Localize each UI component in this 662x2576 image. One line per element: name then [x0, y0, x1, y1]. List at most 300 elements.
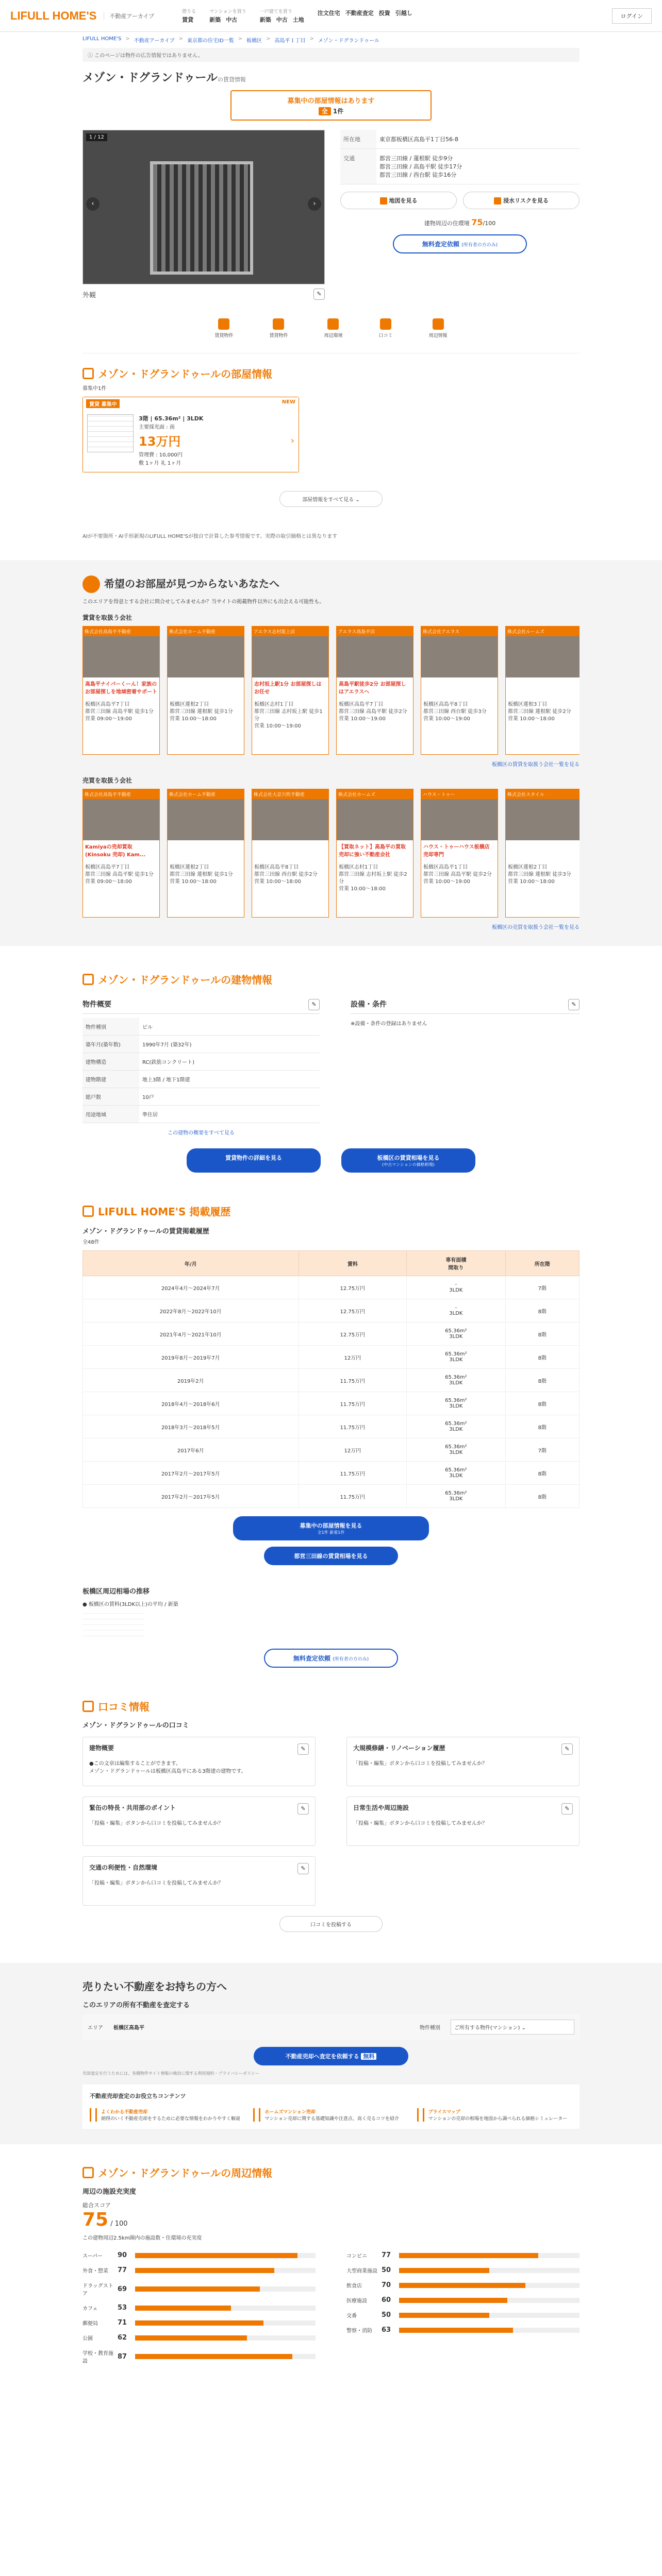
trend-heading: 板橋区周辺相場の推移 [82, 1588, 150, 1596]
tip-item[interactable] [90, 2108, 245, 2122]
rent-company-cards [82, 626, 580, 755]
rent-category: 賃貸を取扱う会社 [82, 614, 133, 622]
review-card [346, 1737, 580, 1786]
photo-caption: 外観 [82, 291, 96, 299]
history-cell: 65.36m² 3LDK [407, 1438, 505, 1462]
shortcut-3[interactable] [379, 318, 393, 338]
facility-bar [82, 2319, 316, 2327]
sell-note: 売却査定を行うためには、各種物件サイト情報の検討に関する利用規約・プライバシーポリシー [82, 2071, 260, 2076]
main-photo[interactable] [82, 130, 325, 284]
post-review-label: 口コミを投稿する [310, 1922, 352, 1928]
facility-score: 53 [118, 2304, 127, 2312]
building-value: RC(鉄筋コンクリート) [139, 1053, 320, 1071]
review-cards [82, 1737, 580, 1906]
type-label: 物件種別 [420, 2025, 440, 2031]
tip-title: ホームズマンション売却 [259, 2108, 408, 2115]
history-cell: 65.36m² 3LDK [407, 1415, 505, 1438]
history-cell: 2017年2月～2017年5月 [83, 1485, 299, 1508]
info-value: 東京都板橋区高島平1丁目56-8 [376, 130, 580, 149]
global-header [0, 0, 662, 32]
breadcrumb-item[interactable]: 東京都の住宅ID一覧 [187, 38, 234, 44]
building-key: 総戸数 [82, 1088, 139, 1106]
vacancy-cta[interactable] [230, 90, 432, 121]
review-title-row [89, 1743, 309, 1755]
tips-title: 不動産売却査定のお役立ちコンテンツ [90, 2093, 186, 2100]
facility-track [135, 2335, 316, 2341]
sell-company-cards [82, 789, 580, 918]
company-title: ハウス・トゥーハウス板橋店 売却専門 [423, 844, 490, 858]
company-title [252, 840, 328, 864]
history-cell: 2021年4月～2021年10月 [83, 1323, 299, 1346]
info-row [340, 149, 580, 184]
company-photo [506, 636, 580, 677]
nav-group [260, 8, 304, 24]
env-score [82, 2209, 580, 2230]
env-heading [82, 2165, 580, 2180]
building-row [82, 1071, 320, 1088]
trend-chart [82, 1611, 144, 1641]
facility-track [399, 2268, 580, 2273]
facility-label: 警察・消防 [346, 2328, 372, 2334]
assess-sub: (所有者の方のみ) [461, 243, 498, 248]
nav-items [209, 15, 246, 24]
gate-image [150, 161, 253, 275]
edit-icon[interactable]: ✎ [297, 1743, 309, 1755]
company-card[interactable] [505, 789, 580, 918]
building-heading [82, 972, 580, 987]
history-cell: 11.75万円 [299, 1485, 407, 1508]
facility-track [399, 2328, 580, 2333]
company-card[interactable] [421, 789, 498, 918]
facility-track [135, 2253, 316, 2258]
review-title: 緊缶の特長・共用部のポイント [89, 1804, 176, 1812]
company-title: 【買取ネット】高島平の買取 売却に強い不動産会社 [339, 844, 406, 858]
history-cell: 11.75万円 [299, 1392, 407, 1415]
facility-track [135, 2306, 316, 2311]
history-row [83, 1346, 580, 1369]
nav-items [260, 15, 304, 24]
free-assessment-button[interactable] [393, 234, 527, 253]
facility-fill [135, 2286, 260, 2292]
count-suffix: 件 [337, 108, 344, 115]
facility-bar [82, 2266, 316, 2274]
vacancy-cta-label: 募集中の部屋情報はあります [287, 97, 375, 105]
nav-group [182, 8, 196, 24]
company-name: アエラス高島平店 [337, 626, 413, 636]
info-buttons [340, 192, 580, 209]
building-value: 地上3階 / 地下1階建 [139, 1071, 320, 1088]
page-title [82, 69, 580, 85]
all-rooms-button[interactable]: 部屋情報をすべて見る ⌄ [279, 491, 383, 507]
company-body: 板橋区高島平7丁目 都営三田線 高島平駅 徒歩1分 営業 09:00～18:00 [85, 865, 154, 885]
tip-title: プライスマップ [423, 2108, 572, 2115]
nav-item[interactable]: 中古 [226, 16, 238, 23]
review-card [346, 1797, 580, 1846]
company-body: 板橋区高島平1丁目 都営三田線 高島平駅 徒歩2分 営業 10:00～19:00 [423, 865, 492, 885]
company-card[interactable] [336, 626, 413, 755]
room-direction: 主要採光面 : 南 [139, 424, 175, 430]
nav-group [209, 8, 246, 24]
facility-score: 77 [118, 2266, 127, 2275]
shortcut-label: 賃貸物件 [269, 333, 288, 338]
history-cell: 8階 [505, 1299, 579, 1323]
room-card-header [83, 397, 299, 410]
history-row [83, 1299, 580, 1323]
tips-box [82, 2084, 580, 2129]
company-photo [506, 799, 580, 840]
map-button[interactable] [340, 192, 457, 209]
review-title: 大規模修繕・リノベーション履歴 [353, 1744, 445, 1752]
facility-fill [399, 2328, 513, 2333]
company-title: 志村坂上駅1分 お部屋探しはお任せ [254, 682, 322, 696]
room-spec: 3階 | 65.36m² | 3LDK [139, 415, 204, 422]
site-logo[interactable] [10, 10, 96, 22]
room-tag: 賃貸 募集中 [86, 399, 120, 408]
assess-sub-2: (所有者の方のみ) [333, 1657, 369, 1663]
trend-note-row: ● 板橋区の賃料(3LDK以上)の平均 / 新築 [82, 1602, 178, 1608]
crumb-separator: > [125, 36, 130, 42]
breadcrumb-item[interactable]: 不動産アーカイブ [134, 38, 175, 44]
company-photo [252, 636, 328, 677]
history-cell: - 3LDK [407, 1276, 505, 1299]
edit-icon[interactable]: ✎ [561, 1743, 573, 1755]
company-title: 高島平駅徒歩2分 お部屋探しはアエラスへ [339, 682, 406, 696]
nav-group-label: マンションを買う [209, 9, 246, 14]
info-row [340, 130, 580, 149]
company-card[interactable] [167, 626, 244, 755]
agent-heading-text: 希望のお部屋が見つからないあなたへ [104, 577, 279, 590]
company-card[interactable] [167, 789, 244, 918]
facility-label: 公園 [82, 2336, 93, 2342]
company-name: 株式会社スタイル [506, 789, 580, 799]
rooms-heading-text: メゾン・ドグランドゥールの部屋情報 [98, 368, 273, 380]
history-cell: 8階 [505, 1485, 579, 1508]
history-header [83, 1251, 580, 1276]
company-title [421, 677, 498, 701]
tip-body: マンション売却に関する基礎知識や注意点、高く売るコツを紹介 [259, 2115, 408, 2122]
title-text: メゾン・ドグランドゥール [82, 72, 218, 84]
company-title: 高島平ナイパーくーん！家族のお部屋探しを地域密着サポート [85, 682, 157, 696]
sell-assess-label: 不動産売却へ査定を依頼する [285, 2053, 359, 2060]
crumb-separator: > [178, 36, 184, 42]
shortcut-0[interactable] [214, 318, 233, 338]
env-score-value: 75 [82, 2209, 109, 2231]
market-price-label: 板橋区の賃貸相場を見る [377, 1155, 440, 1162]
facility-note: ※設備・条件の登録はありません [351, 1021, 427, 1027]
edit-icon[interactable]: ✎ [297, 1803, 309, 1815]
facility-title: 設備・条件 [351, 1001, 387, 1009]
building-key: 物件種別 [82, 1018, 139, 1036]
vacancy-count [236, 107, 426, 115]
score-value: 75 [471, 217, 483, 227]
building-more-link[interactable]: この建物の概要をすべて見る [168, 1130, 235, 1137]
line-market-button[interactable]: 都営三田線の賃貸相場を見る [264, 1547, 398, 1565]
sell-category: 売買を取扱う会社 [82, 777, 133, 785]
company-card[interactable] [336, 789, 413, 918]
facility-label: 学校・教育施設 [82, 2351, 113, 2365]
shortcut-icon [433, 318, 444, 330]
free-assessment-button-2[interactable] [264, 1649, 398, 1668]
company-card[interactable] [252, 789, 329, 918]
photo-caption-row [82, 289, 325, 300]
breadcrumb [0, 32, 662, 48]
history-cell: 8階 [505, 1392, 579, 1415]
flood-risk-button[interactable] [463, 192, 580, 209]
facility-label: 大型商業施設 [346, 2268, 377, 2275]
vacancy-button-sub: 全1件 新着1件 [317, 1530, 345, 1535]
breadcrumb-item[interactable]: 板橋区 [246, 38, 262, 44]
count-value: 1 [333, 108, 338, 115]
overview-title: 物件概要 [82, 1001, 111, 1009]
nav-item[interactable]: 新築 [209, 16, 221, 23]
property-type-select[interactable]: ご所有する物件(マンション) ⌄ [451, 2020, 574, 2035]
flood-icon [494, 197, 501, 205]
facility-score: 62 [118, 2334, 127, 2342]
nav-item[interactable]: 不動産査定 [345, 10, 374, 16]
info-key: 交通 [340, 149, 376, 184]
sell-assess-button[interactable] [254, 2047, 408, 2065]
review-title: 建物概要 [89, 1744, 114, 1752]
company-photo [168, 799, 244, 840]
company-name: 株式会社ホーム不動産 [168, 789, 244, 799]
nav-item[interactable]: 土地 [292, 16, 304, 23]
history-cell: 2024年4月～2024年7月 [83, 1276, 299, 1299]
environment-score [340, 217, 580, 227]
facility-score: 71 [118, 2319, 127, 2327]
company-body: 板橋区高島平7丁目 都営三田線 高島平駅 徒歩1分 営業 09:00～19:00 [85, 702, 154, 722]
vacancy-button[interactable] [233, 1516, 429, 1540]
history-row [83, 1392, 580, 1415]
rooms-heading [82, 366, 580, 381]
facility-score: 87 [118, 2352, 127, 2361]
building-row [82, 1106, 320, 1123]
tips-list [90, 2108, 572, 2122]
company-name: 株式会社高島平不動産 [83, 626, 159, 636]
tip-body: マンションの売却の相場を地図から調べられる価格シミュレーター [423, 2115, 572, 2122]
review-body: 「投稿・編集」ボタンから口コミを投稿してみませんか？ [89, 1880, 223, 1887]
history-row [83, 1369, 580, 1392]
facility-track [399, 2283, 580, 2288]
history-cell: 12.75万円 [299, 1323, 407, 1346]
building-row [82, 1088, 320, 1106]
shortcut-label: 周辺環境 [324, 333, 343, 338]
tip-item[interactable] [417, 2108, 572, 2122]
overview-subheading [82, 999, 320, 1014]
history-cell: 11.75万円 [299, 1415, 407, 1438]
nav-item[interactable]: 新築 [259, 16, 271, 23]
company-photo [337, 799, 413, 840]
history-cell: 8階 [505, 1369, 579, 1392]
breadcrumb-item[interactable]: LIFULL HOME'S [82, 36, 122, 42]
company-card[interactable] [82, 789, 160, 918]
tip-body: 納得のいく不動産売却をするために必要な情報をわかりやすく解説 [95, 2115, 245, 2122]
shortcut-1[interactable] [269, 318, 288, 338]
nav-item[interactable]: 引越し [395, 10, 412, 16]
disclaimer-note: AIが不要箇所・AI手形新規のLIFULL HOME'Sが独自で計算した参考情報です。実際の取引価格とは異なります [82, 533, 338, 539]
facility-fill [399, 2268, 489, 2273]
history-cell: 65.36m² 3LDK [407, 1485, 505, 1508]
archive-label[interactable]: 不動産アーカイブ [104, 12, 154, 20]
building-row [82, 1018, 320, 1036]
facility-subheading [351, 999, 580, 1014]
history-cell: 12万円 [299, 1346, 407, 1369]
next-arrow-icon[interactable]: › [308, 197, 321, 211]
nav-item[interactable]: 注文住宅 [317, 10, 340, 16]
prev-arrow-icon[interactable]: ‹ [86, 197, 100, 211]
facility-fill [135, 2320, 263, 2326]
facility-bar [346, 2311, 580, 2319]
shortcut-icon [273, 318, 284, 330]
company-photo [168, 636, 244, 677]
building-buttons [82, 1148, 580, 1173]
nav-group-label: 一戸建てを買う [259, 9, 292, 14]
history-cell: 2022年8月～2022年10月 [83, 1299, 299, 1323]
company-card[interactable] [252, 626, 329, 755]
reviews-heading [82, 1699, 580, 1714]
building-row [82, 1036, 320, 1053]
history-count: 全48件 [82, 1240, 100, 1246]
facility-track [399, 2298, 580, 2303]
edit-icon[interactable]: ✎ [568, 999, 580, 1010]
assess-label: 無料査定依頼 [422, 241, 459, 248]
company-title [168, 677, 244, 701]
rental-detail-button[interactable]: 賃貸物件の詳細を見る [187, 1148, 321, 1173]
tip-title: よくわかる不動産売却 [95, 2108, 245, 2115]
sell-title: 売りたい不動産をお持ちの方へ [82, 1980, 227, 1993]
facility-label: 外食・惣菜 [82, 2268, 108, 2275]
history-cell: 12.75万円 [299, 1299, 407, 1323]
area-value: 板橋区高島平 [113, 2025, 144, 2031]
room-deposit: 敷 1ヶ月 礼 1ヶ月 [139, 460, 181, 466]
house-icon [82, 368, 94, 379]
history-cell: 2019年8月～2019年7月 [83, 1346, 299, 1369]
title-sub: の賃貸情報 [217, 76, 246, 83]
facility-score: 50 [382, 2266, 391, 2275]
facility-bar [346, 2266, 580, 2274]
history-row [83, 1485, 580, 1508]
history-cell: 11.75万円 [299, 1369, 407, 1392]
alert-text: このページは物件の広告情報ではありません。 [94, 53, 203, 59]
all-rooms-label: 部屋情報をすべて見る [302, 497, 354, 503]
history-cell: 2018年3月～2018年5月 [83, 1415, 299, 1438]
history-cell: 2017年2月～2017年5月 [83, 1462, 299, 1485]
market-price-button[interactable] [341, 1148, 475, 1173]
chevron-right-icon: › [290, 435, 294, 447]
edit-icon[interactable]: ✎ [561, 1803, 573, 1815]
company-photo [83, 799, 159, 840]
facility-bar [346, 2281, 580, 2289]
facility-track [399, 2313, 580, 2318]
company-card[interactable] [505, 626, 580, 755]
facility-bars [82, 2251, 580, 2371]
breadcrumb-item[interactable]: メゾン・ドグランドゥール [318, 38, 379, 44]
free-tag: 無料 [361, 2053, 376, 2060]
rooms-section [82, 353, 580, 507]
facility-bar [346, 2251, 580, 2259]
facility-bar [82, 2304, 316, 2312]
room-card-body [83, 410, 299, 472]
env-note: この建物周辺2.5km圏内の施設数・住環境の充実度 [82, 2235, 202, 2242]
shortcut-2[interactable] [324, 318, 342, 338]
history-cell: 11.75万円 [299, 1462, 407, 1485]
shortcut-label: 周辺情報 [428, 333, 448, 338]
company-card[interactable] [82, 626, 160, 755]
company-card[interactable] [421, 626, 498, 755]
summary-area [82, 130, 580, 300]
company-body: 板橋区高島平8丁目 都営三田線 西台駅 徒歩3分 営業 10:00～19:00 [423, 702, 487, 722]
company-name: 株式会社ホーム不動産 [168, 626, 244, 636]
env-sub: 周辺の施設充実度 [82, 2188, 137, 2196]
company-body: 板橋区蓮根3丁目 都営三田線 蓮根駅 徒歩2分 営業 10:00～18:00 [508, 702, 571, 722]
sell-companies-link[interactable]: 板橋区の売買を取扱う会社一覧を見る [492, 925, 580, 931]
facility-bar [82, 2281, 316, 2297]
facility-label: ドラッグストア [82, 2283, 113, 2297]
rent-companies-link[interactable]: 板橋区の賃貸を取扱う会社一覧を見る [492, 762, 580, 768]
company-body: 板橋区蓮根2丁目 都営三田線 蓮根駅 徒歩1分 営業 10:00～18:00 [170, 865, 233, 885]
review-body: ●この文章は編集することができます。 メゾン・ドグランドゥールは板橋区高島平にある3階建の建物です。 [89, 1761, 246, 1775]
company-name: 株式会社大京穴吹不動産 [252, 789, 328, 799]
shortcut-label: 口コミ [378, 333, 393, 338]
nav-item[interactable]: 賃貸 [182, 16, 194, 23]
company-photo [421, 799, 498, 840]
building-value: ビル [139, 1018, 320, 1036]
company-photo [252, 799, 328, 840]
building-heading-text: メゾン・ドグランドゥールの建物情報 [98, 974, 273, 987]
history-sub: メゾン・ドグランドゥールの賃貸掲載履歴 [82, 1228, 209, 1236]
facility-fill [135, 2354, 292, 2359]
agent-section [0, 560, 662, 946]
info-panel [340, 130, 580, 300]
tip-item[interactable] [253, 2108, 408, 2122]
edit-icon[interactable]: ✎ [308, 999, 320, 1010]
nav-items [182, 15, 196, 24]
facility-score: 50 [382, 2311, 391, 2319]
history-cell: 2018年4月～2018年6月 [83, 1392, 299, 1415]
section-shortcuts [82, 318, 580, 338]
nav-item[interactable]: 中古 [276, 16, 288, 23]
edit-icon[interactable]: ✎ [297, 1863, 309, 1874]
company-photo [337, 636, 413, 677]
facility-bars-left [82, 2251, 316, 2371]
facility-bar [346, 2296, 580, 2304]
company-body: 板橋区志村1丁目 都営三田線 志村坂上駅 徒歩2分 営業 10:00～18:00 [339, 865, 407, 892]
history-cell: 65.36m² 3LDK [407, 1346, 505, 1369]
shortcut-label: 賃貸物件 [214, 333, 234, 338]
history-cell: 2019年2月 [83, 1369, 299, 1392]
company-name: ハウス・トゥー [421, 789, 498, 799]
history-cell: 65.36m² 3LDK [407, 1323, 505, 1346]
facility-track [399, 2253, 580, 2258]
building-icon [82, 974, 94, 985]
breadcrumb-item[interactable]: 高島平１丁目 [274, 38, 306, 44]
edit-icon[interactable]: ✎ [313, 289, 325, 300]
nav-item[interactable]: 投資 [378, 10, 390, 16]
nav-group [318, 8, 412, 24]
nav-group-label: 借りる [182, 9, 196, 14]
login-button[interactable]: ログイン [612, 8, 652, 24]
post-review-button[interactable] [279, 1916, 383, 1932]
history-heading-text: LIFULL HOME'S 掲載履歴 [98, 1206, 231, 1218]
count-prefix: 全 [319, 107, 331, 115]
facility-track [135, 2268, 316, 2273]
assess-label-2: 無料査定依頼 [293, 1655, 330, 1663]
company-body: 板橋区蓮根2丁目 都営三田線 蓮根駅 徒歩1分 営業 10:00～18:00 [170, 702, 233, 722]
history-col: 年/月 [83, 1251, 299, 1276]
room-card[interactable] [82, 397, 299, 472]
facility-fill [135, 2253, 297, 2258]
map-icon [380, 197, 387, 205]
shortcut-4[interactable] [429, 318, 448, 338]
